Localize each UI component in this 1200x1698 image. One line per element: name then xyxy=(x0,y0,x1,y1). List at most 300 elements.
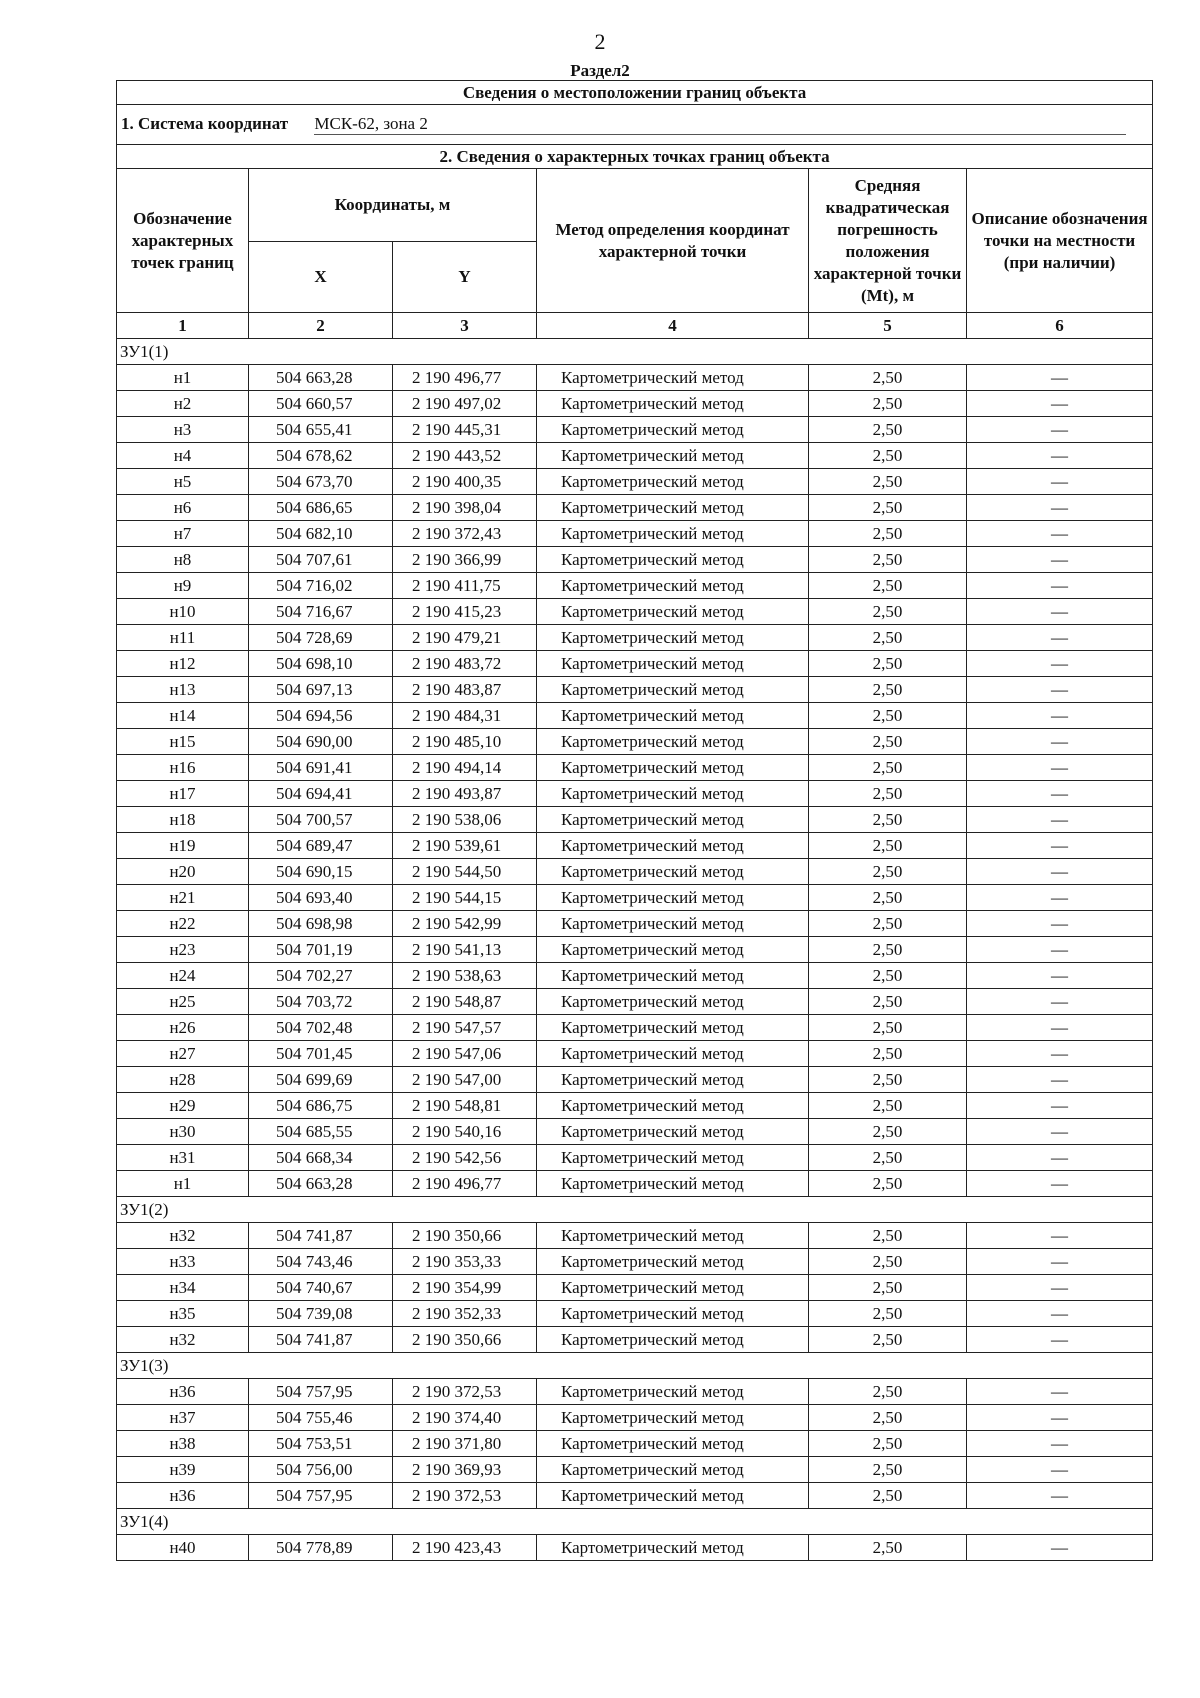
method: Картометрический метод xyxy=(537,833,809,859)
y-coordinate: 2 190 496,77 xyxy=(393,365,537,391)
point-name: н32 xyxy=(117,1327,249,1353)
accuracy: 2,50 xyxy=(809,1405,967,1431)
point-name: н35 xyxy=(117,1301,249,1327)
x-coordinate: 504 757,95 xyxy=(249,1483,393,1509)
y-coordinate: 2 190 483,72 xyxy=(393,651,537,677)
table-row xyxy=(117,1119,1153,1145)
x-coordinate: 504 668,34 xyxy=(249,1145,393,1171)
point-name: н27 xyxy=(117,1041,249,1067)
y-coordinate: 2 190 369,93 xyxy=(393,1457,537,1483)
x-coordinate: 504 702,48 xyxy=(249,1015,393,1041)
y-coordinate: 2 190 354,99 xyxy=(393,1275,537,1301)
table-row xyxy=(117,625,1153,651)
table-row xyxy=(117,963,1153,989)
table-row xyxy=(117,1093,1153,1119)
y-coordinate: 2 190 538,06 xyxy=(393,807,537,833)
y-coordinate: 2 190 542,99 xyxy=(393,911,537,937)
method: Картометрический метод xyxy=(537,1535,809,1561)
x-coordinate: 504 699,69 xyxy=(249,1067,393,1093)
point-name: н14 xyxy=(117,703,249,729)
method: Картометрический метод xyxy=(537,703,809,729)
method: Картометрический метод xyxy=(537,651,809,677)
y-coordinate: 2 190 548,81 xyxy=(393,1093,537,1119)
accuracy: 2,50 xyxy=(809,989,967,1015)
accuracy: 2,50 xyxy=(809,703,967,729)
y-coordinate: 2 190 411,75 xyxy=(393,573,537,599)
table-row xyxy=(117,833,1153,859)
accuracy: 2,50 xyxy=(809,1067,967,1093)
accuracy: 2,50 xyxy=(809,755,967,781)
point-name: н5 xyxy=(117,469,249,495)
description: — xyxy=(967,989,1153,1015)
point-name: н31 xyxy=(117,1145,249,1171)
accuracy: 2,50 xyxy=(809,521,967,547)
point-name: н26 xyxy=(117,1015,249,1041)
x-coordinate: 504 778,89 xyxy=(249,1535,393,1561)
group-row xyxy=(117,339,1153,365)
method: Картометрический метод xyxy=(537,1405,809,1431)
header-point: Обозначение характерных точек границ xyxy=(117,169,249,313)
point-name: н40 xyxy=(117,1535,249,1561)
point-name: н10 xyxy=(117,599,249,625)
table-row xyxy=(117,1015,1153,1041)
y-coordinate: 2 190 494,14 xyxy=(393,755,537,781)
accuracy: 2,50 xyxy=(809,1171,967,1197)
accuracy: 2,50 xyxy=(809,651,967,677)
description: — xyxy=(967,677,1153,703)
method: Картометрический метод xyxy=(537,1327,809,1353)
table-row xyxy=(117,729,1153,755)
accuracy: 2,50 xyxy=(809,469,967,495)
coord-system-label: 1. Система координат xyxy=(121,114,289,133)
point-name: н20 xyxy=(117,859,249,885)
description: — xyxy=(967,495,1153,521)
description: — xyxy=(967,521,1153,547)
table-row xyxy=(117,1171,1153,1197)
description: — xyxy=(967,1275,1153,1301)
y-coordinate: 2 190 372,53 xyxy=(393,1379,537,1405)
description: — xyxy=(967,1327,1153,1353)
accuracy: 2,50 xyxy=(809,1041,967,1067)
table-row xyxy=(117,1067,1153,1093)
point-name: н11 xyxy=(117,625,249,651)
y-coordinate: 2 190 353,33 xyxy=(393,1249,537,1275)
accuracy: 2,50 xyxy=(809,1275,967,1301)
x-coordinate: 504 716,67 xyxy=(249,599,393,625)
accuracy: 2,50 xyxy=(809,1483,967,1509)
table-row xyxy=(117,573,1153,599)
x-coordinate: 504 655,41 xyxy=(249,417,393,443)
point-name: н16 xyxy=(117,755,249,781)
point-name: н17 xyxy=(117,781,249,807)
description: — xyxy=(967,963,1153,989)
description: — xyxy=(967,885,1153,911)
x-coordinate: 504 663,28 xyxy=(249,365,393,391)
x-coordinate: 504 686,65 xyxy=(249,495,393,521)
method: Картометрический метод xyxy=(537,1145,809,1171)
x-coordinate: 504 740,67 xyxy=(249,1275,393,1301)
x-coordinate: 504 700,57 xyxy=(249,807,393,833)
table-row xyxy=(117,1405,1153,1431)
table-row xyxy=(117,469,1153,495)
description: — xyxy=(967,1067,1153,1093)
table-row xyxy=(117,1327,1153,1353)
method: Картометрический метод xyxy=(537,911,809,937)
method: Картометрический метод xyxy=(537,963,809,989)
accuracy: 2,50 xyxy=(809,365,967,391)
table-subtitle: 2. Сведения о характерных точках границ объекта xyxy=(117,145,1153,169)
accuracy: 2,50 xyxy=(809,625,967,651)
description: — xyxy=(967,703,1153,729)
table-row xyxy=(117,417,1153,443)
accuracy: 2,50 xyxy=(809,859,967,885)
x-coordinate: 504 743,46 xyxy=(249,1249,393,1275)
x-coordinate: 504 703,72 xyxy=(249,989,393,1015)
method: Картометрический метод xyxy=(537,781,809,807)
accuracy: 2,50 xyxy=(809,1145,967,1171)
description: — xyxy=(967,1119,1153,1145)
x-coordinate: 504 697,13 xyxy=(249,677,393,703)
description: — xyxy=(967,1301,1153,1327)
table-row xyxy=(117,937,1153,963)
method: Картометрический метод xyxy=(537,495,809,521)
y-coordinate: 2 190 484,31 xyxy=(393,703,537,729)
column-number: 1 xyxy=(117,313,249,339)
x-coordinate: 504 702,27 xyxy=(249,963,393,989)
group-name: ЗУ1(2) xyxy=(117,1197,1153,1223)
accuracy: 2,50 xyxy=(809,833,967,859)
point-name: н38 xyxy=(117,1431,249,1457)
table-row xyxy=(117,521,1153,547)
x-coordinate: 504 660,57 xyxy=(249,391,393,417)
method: Картометрический метод xyxy=(537,1379,809,1405)
y-coordinate: 2 190 547,57 xyxy=(393,1015,537,1041)
y-coordinate: 2 190 544,15 xyxy=(393,885,537,911)
y-coordinate: 2 190 541,13 xyxy=(393,937,537,963)
method: Картометрический метод xyxy=(537,1015,809,1041)
accuracy: 2,50 xyxy=(809,677,967,703)
table-row xyxy=(117,1145,1153,1171)
x-coordinate: 504 673,70 xyxy=(249,469,393,495)
method: Картометрический метод xyxy=(537,1119,809,1145)
point-name: н21 xyxy=(117,885,249,911)
y-coordinate: 2 190 400,35 xyxy=(393,469,537,495)
point-name: н30 xyxy=(117,1119,249,1145)
y-coordinate: 2 190 547,00 xyxy=(393,1067,537,1093)
table-row xyxy=(117,1249,1153,1275)
point-name: н8 xyxy=(117,547,249,573)
table-row xyxy=(117,651,1153,677)
table-row xyxy=(117,547,1153,573)
table-row xyxy=(117,391,1153,417)
description: — xyxy=(967,417,1153,443)
section-label: Раздел2 xyxy=(570,61,630,80)
point-name: н33 xyxy=(117,1249,249,1275)
method: Картометрический метод xyxy=(537,1483,809,1509)
method: Картометрический метод xyxy=(537,1249,809,1275)
method: Картометрический метод xyxy=(537,1223,809,1249)
group-row xyxy=(117,1509,1153,1535)
accuracy: 2,50 xyxy=(809,1301,967,1327)
table-row xyxy=(117,443,1153,469)
column-number: 5 xyxy=(809,313,967,339)
method: Картометрический метод xyxy=(537,1301,809,1327)
description: — xyxy=(967,1379,1153,1405)
group-name: ЗУ1(1) xyxy=(117,339,1153,365)
table-row xyxy=(117,781,1153,807)
accuracy: 2,50 xyxy=(809,807,967,833)
y-coordinate: 2 190 542,56 xyxy=(393,1145,537,1171)
y-coordinate: 2 190 374,40 xyxy=(393,1405,537,1431)
accuracy: 2,50 xyxy=(809,391,967,417)
point-name: н28 xyxy=(117,1067,249,1093)
table-row xyxy=(117,1431,1153,1457)
point-name: н18 xyxy=(117,807,249,833)
accuracy: 2,50 xyxy=(809,1457,967,1483)
x-coordinate: 504 757,95 xyxy=(249,1379,393,1405)
x-coordinate: 504 739,08 xyxy=(249,1301,393,1327)
table-row xyxy=(117,859,1153,885)
description: — xyxy=(967,781,1153,807)
y-coordinate: 2 190 352,33 xyxy=(393,1301,537,1327)
accuracy: 2,50 xyxy=(809,417,967,443)
description: — xyxy=(967,365,1153,391)
table-row xyxy=(117,1301,1153,1327)
accuracy: 2,50 xyxy=(809,599,967,625)
page-number: 2 xyxy=(594,29,606,54)
point-name: н23 xyxy=(117,937,249,963)
group-name: ЗУ1(4) xyxy=(117,1509,1153,1535)
point-name: н6 xyxy=(117,495,249,521)
y-coordinate: 2 190 497,02 xyxy=(393,391,537,417)
accuracy: 2,50 xyxy=(809,1535,967,1561)
table-row xyxy=(117,807,1153,833)
method: Картометрический метод xyxy=(537,807,809,833)
description: — xyxy=(967,1015,1153,1041)
group-row xyxy=(117,1197,1153,1223)
method: Картометрический метод xyxy=(537,573,809,599)
accuracy: 2,50 xyxy=(809,1327,967,1353)
point-name: н29 xyxy=(117,1093,249,1119)
description: — xyxy=(967,469,1153,495)
y-coordinate: 2 190 372,43 xyxy=(393,521,537,547)
y-coordinate: 2 190 415,23 xyxy=(393,599,537,625)
method: Картометрический метод xyxy=(537,1171,809,1197)
method: Картометрический метод xyxy=(537,1275,809,1301)
x-coordinate: 504 698,10 xyxy=(249,651,393,677)
method: Картометрический метод xyxy=(537,885,809,911)
header-description: Описание обозначения точки на местности (при наличии) xyxy=(967,169,1153,313)
x-coordinate: 504 682,10 xyxy=(249,521,393,547)
accuracy: 2,50 xyxy=(809,885,967,911)
table-title: Сведения о местоположении границ объекта xyxy=(117,81,1153,105)
description: — xyxy=(967,391,1153,417)
table-row xyxy=(117,1275,1153,1301)
y-coordinate: 2 190 350,66 xyxy=(393,1223,537,1249)
description: — xyxy=(967,1093,1153,1119)
x-coordinate: 504 693,40 xyxy=(249,885,393,911)
y-coordinate: 2 190 493,87 xyxy=(393,781,537,807)
header-x: X xyxy=(249,242,393,313)
point-name: н36 xyxy=(117,1379,249,1405)
point-name: н24 xyxy=(117,963,249,989)
header-accuracy: Средняя квадратическая погрешность положения характерной точки (Mt), м xyxy=(809,169,967,313)
description: — xyxy=(967,1145,1153,1171)
method: Картометрический метод xyxy=(537,1067,809,1093)
x-coordinate: 504 691,41 xyxy=(249,755,393,781)
x-coordinate: 504 707,61 xyxy=(249,547,393,573)
y-coordinate: 2 190 540,16 xyxy=(393,1119,537,1145)
accuracy: 2,50 xyxy=(809,1119,967,1145)
method: Картометрический метод xyxy=(537,989,809,1015)
point-name: н7 xyxy=(117,521,249,547)
y-coordinate: 2 190 548,87 xyxy=(393,989,537,1015)
group-row xyxy=(117,1353,1153,1379)
header-coords: Координаты, м xyxy=(249,169,537,242)
point-name: н25 xyxy=(117,989,249,1015)
x-coordinate: 504 701,19 xyxy=(249,937,393,963)
column-number: 3 xyxy=(393,313,537,339)
y-coordinate: 2 190 372,53 xyxy=(393,1483,537,1509)
accuracy: 2,50 xyxy=(809,781,967,807)
accuracy: 2,50 xyxy=(809,495,967,521)
description: — xyxy=(967,1431,1153,1457)
description: — xyxy=(967,1457,1153,1483)
y-coordinate: 2 190 539,61 xyxy=(393,833,537,859)
description: — xyxy=(967,573,1153,599)
point-name: н13 xyxy=(117,677,249,703)
coord-system-row xyxy=(117,105,1153,145)
method: Картометрический метод xyxy=(537,521,809,547)
description: — xyxy=(967,1223,1153,1249)
header-method: Метод определения координат характерной точки xyxy=(537,169,809,313)
table-row xyxy=(117,1535,1153,1561)
table-row xyxy=(117,677,1153,703)
description: — xyxy=(967,937,1153,963)
x-coordinate: 504 690,00 xyxy=(249,729,393,755)
description: — xyxy=(967,1041,1153,1067)
point-name: н1 xyxy=(117,365,249,391)
point-name: н34 xyxy=(117,1275,249,1301)
y-coordinate: 2 190 366,99 xyxy=(393,547,537,573)
x-coordinate: 504 678,62 xyxy=(249,443,393,469)
description: — xyxy=(967,729,1153,755)
point-name: н9 xyxy=(117,573,249,599)
x-coordinate: 504 698,98 xyxy=(249,911,393,937)
method: Картометрический метод xyxy=(537,625,809,651)
method: Картометрический метод xyxy=(537,417,809,443)
table-row xyxy=(117,911,1153,937)
accuracy: 2,50 xyxy=(809,443,967,469)
coordinates-table xyxy=(116,80,1153,1561)
description: — xyxy=(967,755,1153,781)
y-coordinate: 2 190 445,31 xyxy=(393,417,537,443)
method: Картометрический метод xyxy=(537,1093,809,1119)
table-row xyxy=(117,703,1153,729)
method: Картометрический метод xyxy=(537,547,809,573)
description: — xyxy=(967,1535,1153,1561)
table-row xyxy=(117,1457,1153,1483)
point-name: н3 xyxy=(117,417,249,443)
method: Картометрический метод xyxy=(537,1431,809,1457)
point-name: н2 xyxy=(117,391,249,417)
description: — xyxy=(967,807,1153,833)
description: — xyxy=(967,547,1153,573)
table-row xyxy=(117,365,1153,391)
x-coordinate: 504 741,87 xyxy=(249,1327,393,1353)
y-coordinate: 2 190 423,43 xyxy=(393,1535,537,1561)
y-coordinate: 2 190 538,63 xyxy=(393,963,537,989)
method: Картометрический метод xyxy=(537,365,809,391)
header-y: Y xyxy=(393,242,537,313)
y-coordinate: 2 190 398,04 xyxy=(393,495,537,521)
column-number: 4 xyxy=(537,313,809,339)
accuracy: 2,50 xyxy=(809,1431,967,1457)
description: — xyxy=(967,833,1153,859)
point-name: н4 xyxy=(117,443,249,469)
accuracy: 2,50 xyxy=(809,1093,967,1119)
description: — xyxy=(967,1405,1153,1431)
description: — xyxy=(967,651,1153,677)
x-coordinate: 504 753,51 xyxy=(249,1431,393,1457)
description: — xyxy=(967,1483,1153,1509)
x-coordinate: 504 741,87 xyxy=(249,1223,393,1249)
table-row xyxy=(117,1223,1153,1249)
y-coordinate: 2 190 350,66 xyxy=(393,1327,537,1353)
accuracy: 2,50 xyxy=(809,1379,967,1405)
y-coordinate: 2 190 443,52 xyxy=(393,443,537,469)
description: — xyxy=(967,859,1153,885)
method: Картометрический метод xyxy=(537,859,809,885)
point-name: н39 xyxy=(117,1457,249,1483)
method: Картометрический метод xyxy=(537,469,809,495)
x-coordinate: 504 663,28 xyxy=(249,1171,393,1197)
y-coordinate: 2 190 371,80 xyxy=(393,1431,537,1457)
point-name: н22 xyxy=(117,911,249,937)
method: Картометрический метод xyxy=(537,1457,809,1483)
table-row xyxy=(117,599,1153,625)
point-name: н36 xyxy=(117,1483,249,1509)
method: Картометрический метод xyxy=(537,729,809,755)
point-name: н19 xyxy=(117,833,249,859)
accuracy: 2,50 xyxy=(809,963,967,989)
table-row xyxy=(117,495,1153,521)
accuracy: 2,50 xyxy=(809,573,967,599)
accuracy: 2,50 xyxy=(809,937,967,963)
table-row xyxy=(117,989,1153,1015)
x-coordinate: 504 690,15 xyxy=(249,859,393,885)
point-name: н32 xyxy=(117,1223,249,1249)
method: Картометрический метод xyxy=(537,937,809,963)
accuracy: 2,50 xyxy=(809,547,967,573)
coord-system-value: МСК-62, зона 2 xyxy=(314,114,1126,135)
table-row xyxy=(117,1379,1153,1405)
y-coordinate: 2 190 483,87 xyxy=(393,677,537,703)
method: Картометрический метод xyxy=(537,443,809,469)
accuracy: 2,50 xyxy=(809,1223,967,1249)
x-coordinate: 504 685,55 xyxy=(249,1119,393,1145)
table-row xyxy=(117,755,1153,781)
description: — xyxy=(967,625,1153,651)
point-name: н12 xyxy=(117,651,249,677)
method: Картометрический метод xyxy=(537,391,809,417)
description: — xyxy=(967,599,1153,625)
table-row xyxy=(117,885,1153,911)
point-name: н15 xyxy=(117,729,249,755)
point-name: н1 xyxy=(117,1171,249,1197)
description: — xyxy=(967,1171,1153,1197)
y-coordinate: 2 190 485,10 xyxy=(393,729,537,755)
